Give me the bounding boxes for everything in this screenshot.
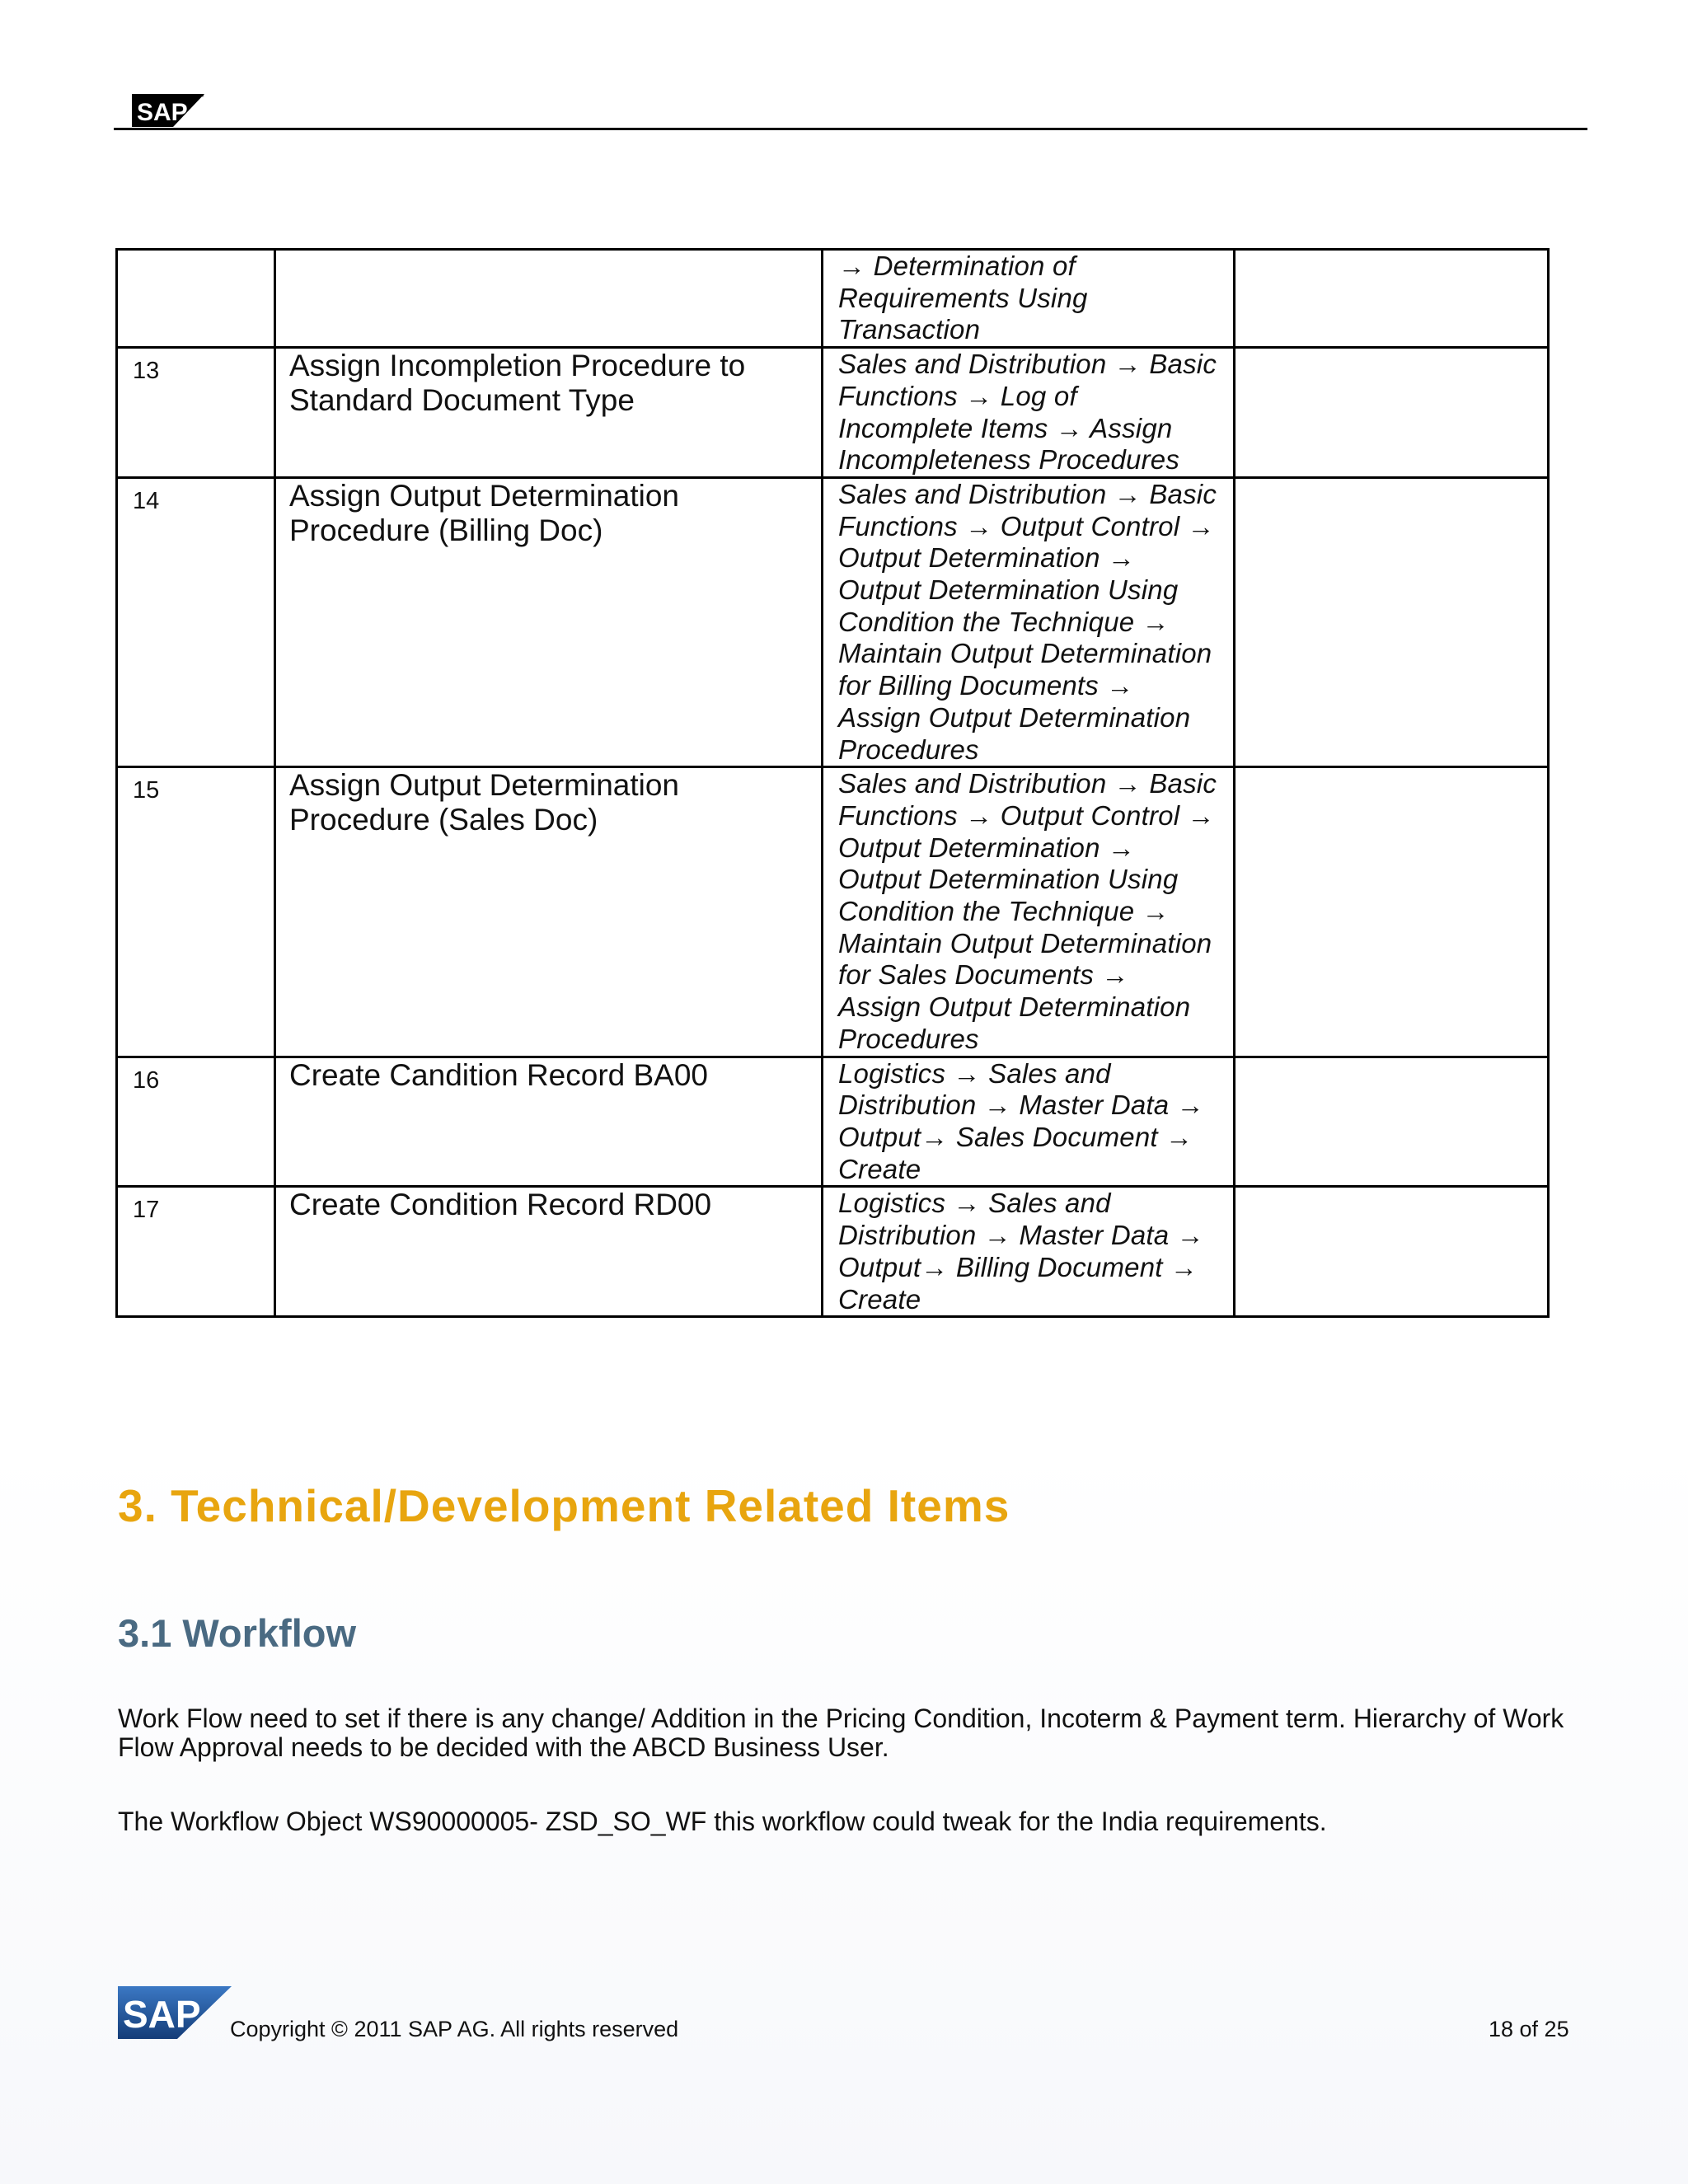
remarks-cell [1235, 477, 1549, 766]
menu-path-line: for Sales Documents → [838, 959, 1129, 991]
step-number: 16 [133, 1066, 160, 1094]
menu-path-line: Functions → Output Control → [838, 510, 1215, 541]
step-number: 17 [133, 1197, 160, 1224]
svg-text:SAP: SAP [123, 1993, 201, 2036]
step-number-cell [117, 767, 275, 1057]
remarks-cell [1235, 767, 1549, 1057]
menu-path-line: Functions → Log of [838, 380, 1077, 411]
activity-cell [275, 767, 823, 1057]
step-number-cell [117, 348, 275, 478]
subsection-heading: 3.1 Workflow [118, 1611, 357, 1655]
workflow-paragraph-2: The Workflow Object WS90000005- ZSD_SO_WF this workflow could tweak for the India requirements. [118, 1807, 1327, 1836]
table-row [117, 1187, 1549, 1317]
menu-path-line: Assign Output Determination [838, 701, 1191, 733]
menu-path-line: Output Determination Using [838, 574, 1179, 606]
page-number: 18 of 25 [1489, 2017, 1569, 2041]
menu-path-line: Distribution → Master Data → [838, 1220, 1204, 1251]
table-row [117, 477, 1549, 766]
menu-path-line: Create [838, 1153, 921, 1184]
activity-text: Assign Output Determination [289, 478, 680, 513]
step-number-cell [117, 477, 275, 766]
menu-path-cell [823, 477, 1235, 766]
menu-path-cell [823, 1187, 1235, 1317]
step-number: 14 [133, 487, 160, 514]
svg-text:SAP: SAP [137, 99, 188, 126]
table-row [117, 767, 1549, 1057]
activity-text: Assign Output Determination [289, 768, 680, 803]
menu-path-cell [823, 1057, 1235, 1187]
menu-path-line: Logistics → Sales and [838, 1057, 1111, 1089]
menu-path-line: Procedures [838, 733, 979, 765]
activity-text: Standard Document Type [289, 383, 635, 418]
menu-path-line: Output Determination Using [838, 864, 1179, 895]
menu-path-cell [823, 767, 1235, 1057]
menu-path-line: Assign Output Determination [838, 991, 1191, 1023]
menu-path-line: Sales and Distribution → Basic [838, 478, 1217, 509]
activity-cell [275, 348, 823, 478]
menu-path-line: Incomplete Items → Assign [838, 412, 1173, 443]
step-number-cell [117, 1057, 275, 1187]
menu-path-line: Maintain Output Determination [838, 927, 1212, 958]
activity-text: Assign Incompletion Procedure to [289, 349, 746, 383]
table-row [117, 1057, 1549, 1187]
activity-text: Create Candition Record BA00 [289, 1057, 709, 1092]
menu-path-line: Transaction [838, 314, 981, 345]
menu-path-line: Distribution → Master Data → [838, 1090, 1204, 1121]
remarks-cell [1235, 1057, 1549, 1187]
activity-cell [275, 250, 823, 348]
menu-path-line: Output Determination → [838, 542, 1136, 574]
activity-cell [275, 477, 823, 766]
table-row [117, 348, 1549, 478]
step-number: 13 [133, 358, 160, 385]
remarks-cell [1235, 250, 1549, 348]
activity-cell [275, 1187, 823, 1317]
menu-path-line: Maintain Output Determination [838, 638, 1212, 669]
remarks-cell [1235, 1187, 1549, 1317]
step-number-cell [117, 250, 275, 348]
activity-text: Procedure (Billing Doc) [289, 513, 603, 547]
activity-text: Create Condition Record RD00 [289, 1188, 712, 1222]
table-row [117, 250, 1549, 348]
menu-path-line: for Billing Documents → [838, 670, 1134, 701]
menu-path-line: Requirements Using [838, 282, 1088, 313]
menu-path-line: Output→ Billing Document → [838, 1251, 1198, 1282]
configuration-table [115, 248, 1550, 1318]
menu-path-line: Condition the Technique → [838, 606, 1170, 637]
header-rule [114, 128, 1587, 130]
menu-path-line: Output→ Sales Document → [838, 1121, 1193, 1152]
sap-footer-logo [118, 1986, 233, 2041]
menu-path-line: Incompleteness Procedures [838, 444, 1180, 476]
menu-path-line: Sales and Distribution → Basic [838, 768, 1217, 799]
menu-path-line: Create [838, 1283, 921, 1315]
svg-text:™: ™ [198, 93, 204, 101]
menu-path-line: Sales and Distribution → Basic [838, 349, 1217, 380]
menu-path-cell [823, 250, 1235, 348]
menu-path-cell [823, 348, 1235, 478]
menu-path-line: Functions → Output Control → [838, 799, 1215, 831]
remarks-cell [1235, 348, 1549, 478]
step-number: 15 [133, 777, 160, 804]
copyright-text: Copyright © 2011 SAP AG. All rights reserved [230, 2017, 679, 2041]
menu-path-line: Procedures [838, 1023, 979, 1054]
section-heading: 3. Technical/Development Related Items [118, 1480, 1010, 1531]
sap-logo [132, 92, 206, 129]
step-number-cell [117, 1187, 275, 1317]
activity-cell [275, 1057, 823, 1187]
menu-path-line: Output Determination → [838, 832, 1136, 863]
activity-text: Procedure (Sales Doc) [289, 803, 598, 837]
menu-path-line: → Determination of [838, 251, 1076, 281]
workflow-paragraph-1: Work Flow need to set if there is any change/ Addition in the Pricing Condition, Incoterm & Payment term. Hierarchy of Work Flow Approval needs to be decided with the ABCD Business User. [118, 1704, 1564, 1762]
menu-path-line: Logistics → Sales and [838, 1188, 1111, 1219]
menu-path-line: Condition the Technique → [838, 896, 1170, 927]
